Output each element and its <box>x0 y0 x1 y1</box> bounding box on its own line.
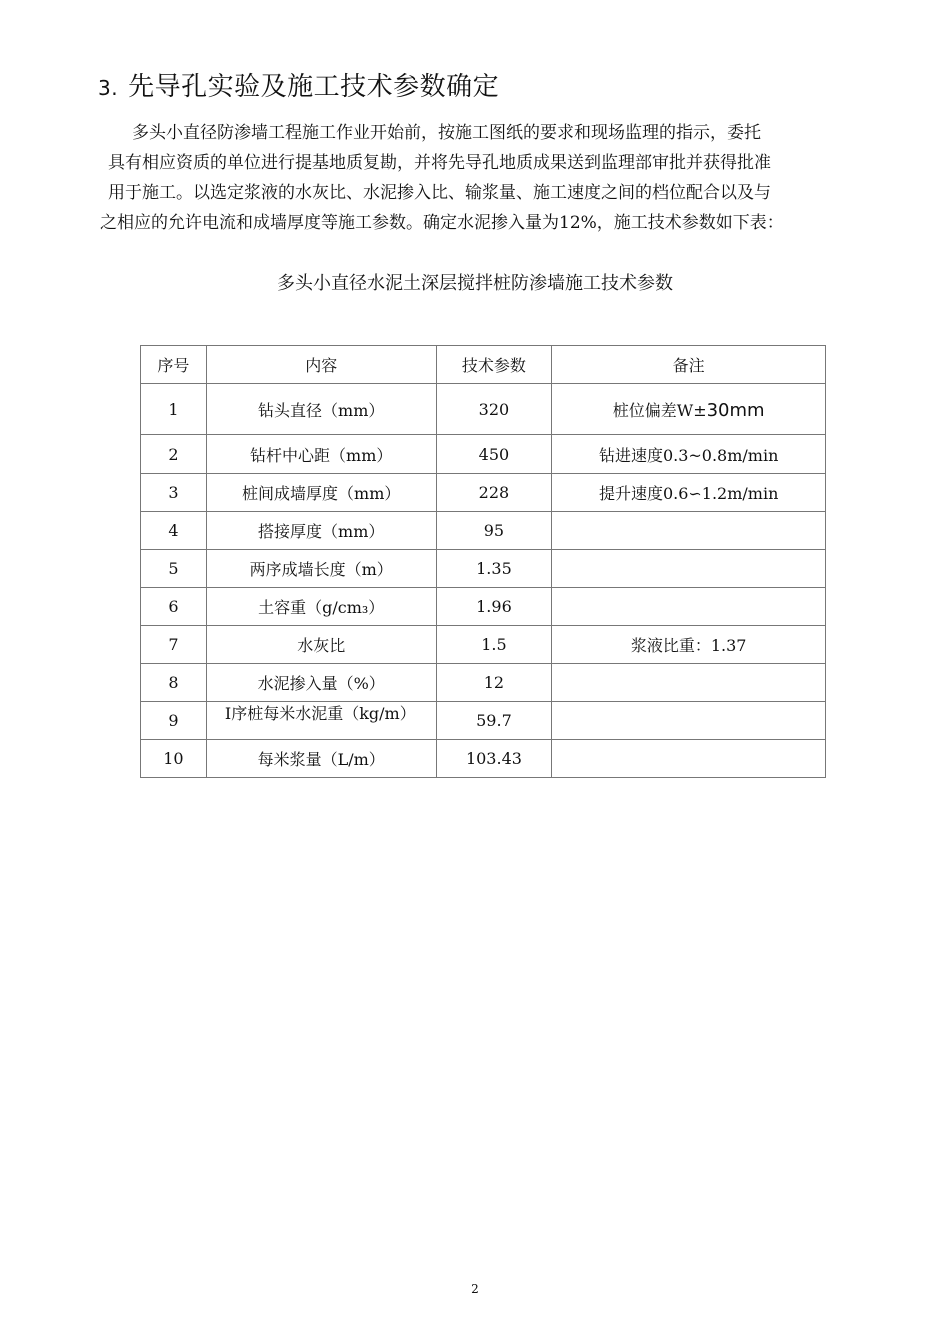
cell-remark: 浆液比重：1.37 <box>552 626 826 664</box>
cell-no: 10 <box>141 740 207 778</box>
section-heading <box>98 66 499 103</box>
header-remark: 备注 <box>552 346 826 384</box>
table-row <box>141 435 826 474</box>
cell-content: 两序成墙长度（m） <box>206 550 436 588</box>
table-row <box>141 550 826 588</box>
cell-value: 95 <box>436 512 552 550</box>
cell-content-text: Ⅰ序桩每米水泥重（kg/m） <box>224 703 416 723</box>
paragraph-line: 用于施工。以选定浆液的水灰比、水泥掺入比、输浆量、施工速度之间的档位配合以及与 <box>108 183 771 203</box>
cell-content: 钻杆中心距（mm） <box>206 435 436 474</box>
parameters-table <box>140 345 826 778</box>
cell-no: 2 <box>141 435 207 474</box>
cell-remark <box>552 588 826 626</box>
header-no: 序号 <box>141 346 207 384</box>
cell-remark: 提升速度0.6∽1.2m/min <box>552 474 826 512</box>
remark-prefix: 桩位偏差W± <box>612 400 707 420</box>
cell-content: 水泥掺入量（%） <box>206 664 436 702</box>
remark-tolerance: 30mm <box>706 399 765 421</box>
cell-no: 5 <box>141 550 207 588</box>
header-value: 技术参数 <box>436 346 552 384</box>
cell-content: 搭接厚度（mm） <box>206 512 436 550</box>
section-title: 先导孔实验及施工技术参数确定 <box>128 72 500 102</box>
cell-content: 土容重（g/cm₃） <box>206 588 436 626</box>
table-row <box>141 626 826 664</box>
cell-content <box>206 702 436 740</box>
cell-value: 1.35 <box>436 550 552 588</box>
section-number: 3. <box>98 76 119 100</box>
paragraph-line: 之相应的允许电流和成墙厚度等施工参数。确定水泥掺入量为12%，施工技术参数如下表： <box>100 213 784 233</box>
cell-no: 1 <box>141 384 207 435</box>
cell-remark: 钻进速度0.3~0.8m/min <box>552 435 826 474</box>
table-row <box>141 512 826 550</box>
cell-no: 8 <box>141 664 207 702</box>
cell-content: 桩间成墙厚度（mm） <box>206 474 436 512</box>
table-header-row <box>141 346 826 384</box>
table-row <box>141 740 826 778</box>
cell-no: 7 <box>141 626 207 664</box>
cell-remark <box>552 702 826 740</box>
cell-no: 9 <box>141 702 207 740</box>
cell-no: 6 <box>141 588 207 626</box>
intro-paragraph <box>100 118 860 238</box>
table-row <box>141 384 826 435</box>
table-row <box>141 664 826 702</box>
paragraph-line: 多头小直径防渗墙工程施工作业开始前，按施工图纸的要求和现场监理的指示，委托 <box>132 123 761 143</box>
paragraph-line: 具有相应资质的单位进行提基地质复勘，并将先导孔地质成果送到监理部审批并获得批准 <box>108 153 771 173</box>
cell-value: 450 <box>436 435 552 474</box>
cell-content: 钻头直径（mm） <box>206 384 436 435</box>
table-row <box>141 474 826 512</box>
cell-remark <box>552 384 826 435</box>
cell-value: 320 <box>436 384 552 435</box>
cell-content: 水灰比 <box>206 626 436 664</box>
table-row <box>141 702 826 740</box>
cell-value: 103.43 <box>436 740 552 778</box>
cell-value: 12 <box>436 664 552 702</box>
cell-remark <box>552 740 826 778</box>
cell-content: 每米浆量（L/m） <box>206 740 436 778</box>
cell-value: 1.5 <box>436 626 552 664</box>
cell-remark <box>552 550 826 588</box>
table-row <box>141 588 826 626</box>
cell-no: 4 <box>141 512 207 550</box>
cell-remark <box>552 512 826 550</box>
cell-value: 228 <box>436 474 552 512</box>
cell-value: 1.96 <box>436 588 552 626</box>
page-number: 2 <box>471 1282 479 1296</box>
cell-value: 59.7 <box>436 702 552 740</box>
header-content: 内容 <box>206 346 436 384</box>
cell-no: 3 <box>141 474 207 512</box>
cell-remark <box>552 664 826 702</box>
table-title: 多头小直径水泥土深层搅拌桩防渗墙施工技术参数 <box>277 273 673 294</box>
